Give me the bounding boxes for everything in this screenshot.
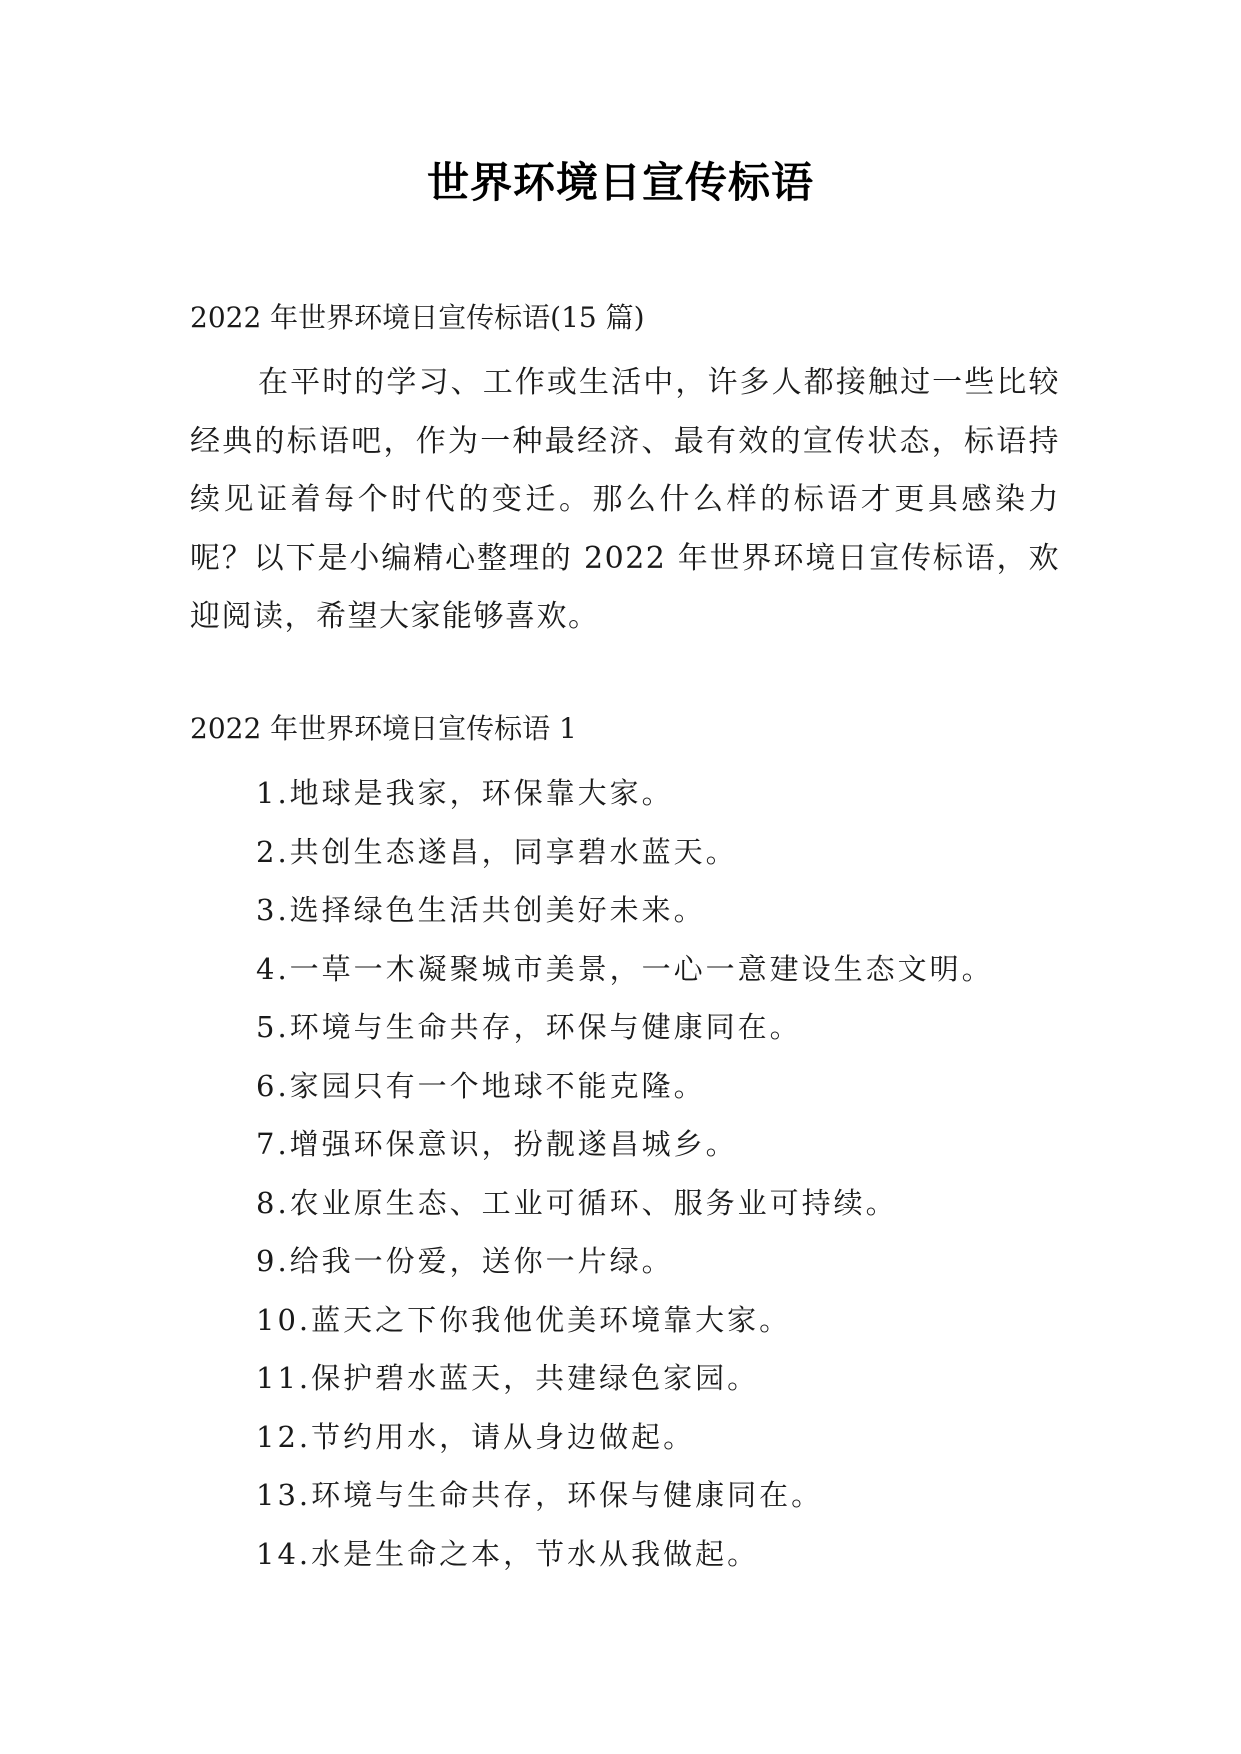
slogan-item: 8.农业原生态、工业可循环、服务业可持续。 bbox=[256, 1185, 898, 1220]
slogan-item: 10.蓝天之下你我他优美环境靠大家。 bbox=[256, 1302, 792, 1337]
slogan-item: 14.水是生命之本，节水从我做起。 bbox=[256, 1536, 760, 1571]
slogan-item: 12.节约用水，请从身边做起。 bbox=[256, 1419, 696, 1454]
document-title: 世界环境日宣传标语 bbox=[426, 158, 814, 207]
slogan-item: 13.环境与生命共存，环保与健康同在。 bbox=[256, 1478, 824, 1512]
section-heading: 2022 年世界环境日宣传标语 1 bbox=[190, 712, 577, 745]
slogan-item: 4.一草一木凝聚城市美景，一心一意建设生态文明。 bbox=[256, 951, 994, 986]
slogan-item: 11.保护碧水蓝天，共建绿色家园。 bbox=[256, 1361, 760, 1395]
slogan-item: 1.地球是我家，环保靠大家。 bbox=[256, 776, 674, 810]
slogan-item: 7.增强环保意识，扮靓遂昌城乡。 bbox=[256, 1127, 738, 1161]
slogan-item: 2.共创生态遂昌，同享碧水蓝天。 bbox=[256, 834, 738, 869]
slogan-item: 9.给我一份爱，送你一片绿。 bbox=[256, 1244, 674, 1278]
slogan-item: 6.家园只有一个地球不能克隆。 bbox=[256, 1068, 706, 1103]
slogan-item: 5.环境与生命共存，环保与健康同在。 bbox=[256, 1010, 802, 1044]
document-subtitle: 2022 年世界环境日宣传标语(15 篇) bbox=[190, 301, 645, 334]
slogan-item: 3.选择绿色生活共创美好未来。 bbox=[256, 893, 706, 927]
intro-paragraph: 在平时的学习、工作或生活中，许多人都接触过一些比较经典的标语吧，作为一种最经济、最有效的宣传状态，标语持续见证着每个时代的变迁。那么什么样的标语才更具感染力呢？以下是小编精心整理的 2022 年世界环境日宣传标语，欢迎阅读，希望大家能够喜欢。 bbox=[190, 365, 1060, 634]
slogan-list bbox=[256, 764, 994, 1583]
